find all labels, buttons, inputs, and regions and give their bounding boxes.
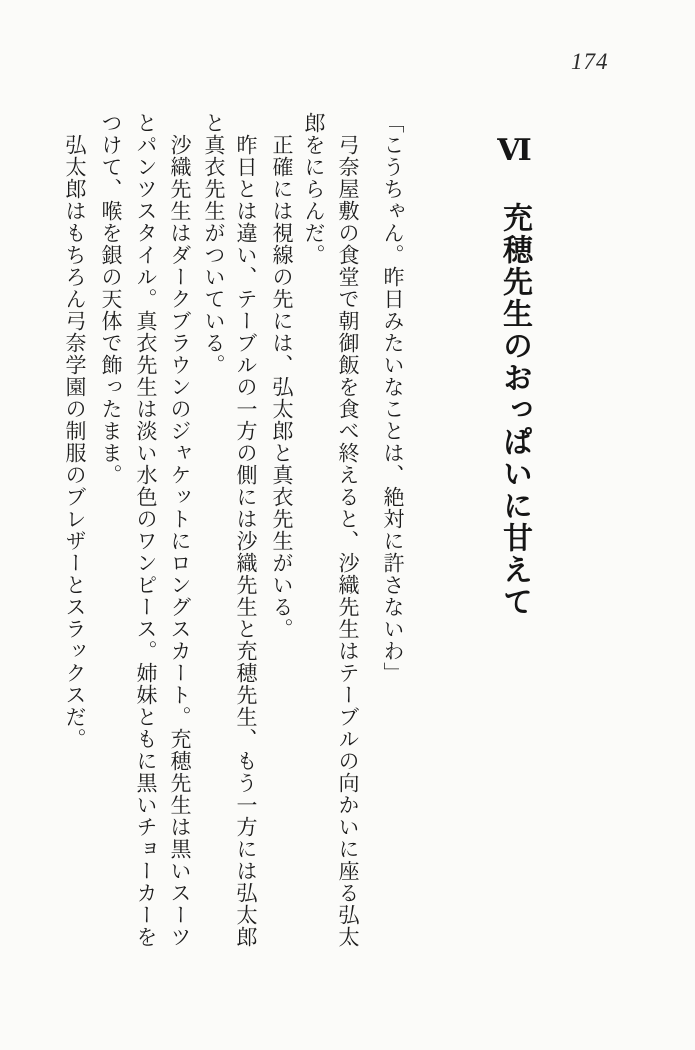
text-line: 郎をにらんだ。 xyxy=(302,112,326,266)
text-line: 弘太郎はもちろん弓奈学園の制服のブレザーとスラックスだ。 xyxy=(63,134,87,750)
text-line: 弓奈屋敷の食堂で朝御飯を食べ終えると、沙織先生はテーブルの向かいに座る弘太 xyxy=(336,134,360,948)
text-line-dialogue: 「こうちゃん。昨日みたいなことは、絶対に許さないわ」 xyxy=(381,112,405,684)
chapter-heading: Ⅵ 充穂先生のおっぱいに甘えて xyxy=(498,133,531,618)
text-line: つけて、喉を銀の天体で飾ったまま。 xyxy=(99,112,123,486)
text-line: と真衣先生がついている。 xyxy=(202,112,226,376)
text-line: 沙織先生はダークブラウンのジャケットにロングスカート。充穂先生は黒いスーツ xyxy=(168,134,192,948)
page-number: 174 xyxy=(571,49,609,74)
text-line: とパンツスタイル。真衣先生は淡い水色のワンピース。姉妹ともに黒いチョーカーを xyxy=(134,112,158,948)
text-line: 昨日とは違い、テーブルの一方の側には沙織先生と充穂先生、もう一方には弘太郎 xyxy=(234,134,258,948)
text-line: 正確には視線の先には、弘太郎と真衣先生がいる。 xyxy=(270,134,294,640)
